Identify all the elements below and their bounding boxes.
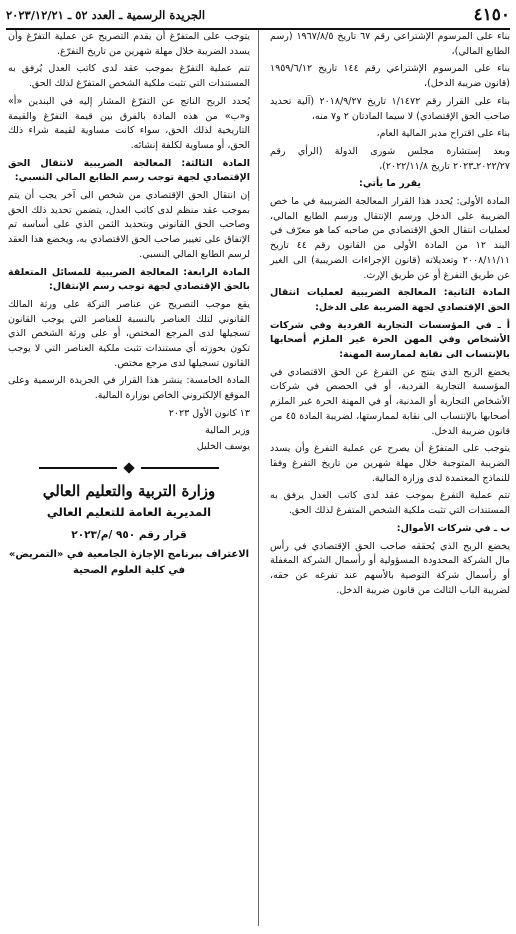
- section-separator: [8, 463, 250, 473]
- notary-contract: تتم عملية التفرّغ بموجب عقد لدى كاتب العدل يُرفق به المستندات التي تثبت ملكية الشخص المتفرّغ لذلك الحق.: [8, 63, 250, 90]
- article-2-section-b-heading: ب ـ في شركات الأموال:: [396, 522, 510, 534]
- article-4-text: يقع موجب التصريح عن عناصر التركة على ورثة المالك القانوني لتلك العناصر بالنسبة للعناصر التي يوجب القانون تسجيلها لدى المرجع المختص، أو على ورثة الشخص الذي تكون بحوزته أي مستندات تثبت ملكية العناصر التي لا يوجب القانون تسجيلها لدى مرجع مختص.: [8, 298, 250, 369]
- profit-determination: يُحدد الربح الناتج عن التفرّغ المشار إليه في البندين «أ» و«ب» من هذه المادة بالفرق بين قيمة التفرّغ والقيمة التاريخية لذلك الحق، سواء كانت مساوية لقيمة شراء ذلك الحق، أو مساوية لكلفة إنشائه.: [8, 95, 250, 151]
- left-column: [8, 30, 250, 579]
- page-header: [6, 4, 510, 30]
- gazette-issue-title: الجريدة الرسمية ـ العدد ٥٢ ـ ٢٠٢٣/١٢/٢١: [6, 8, 206, 22]
- article-2-section-b-text: يخضع الربح الذي يُحققه صاحب الحق الإقتصادي في رأس مال الشركة المحدودة المسؤولية أو رأسمال الشركة المغفلة أو رأسمال شركة التوصية بالأسهم عند تفرغه عن حقه، لضريبة الباب الثالث من قانون ضريبة الدخل.: [270, 540, 510, 596]
- article-1: المادة الأولى: يُحدد هذا القرار المعالجة الضريبية في ما خص الضريبة على الدخل ورسم الإنتقال ورسم الطابع المالي، لعمليات انتقال الحق الإقتصادي من صاحبه كما هو معرّف في البند ١٢ من المادة الأولى من القانون رقم ٤٤ تاريخ ٢٠٠٨/١١/١١ وتعديلاته (قانون الإجراءات الضريبية) الى الغير عن طريق التفرغ أو عن طريق الإرث.: [270, 196, 510, 281]
- preamble-decree-144: بناء على المرسوم الإشتراعي رقم ١٤٤ تاريخ ١٩٥٩/٦/١٢ (قانون ضريبة الدخل)،: [270, 63, 510, 90]
- declaration-deadline: يتوجب على المتفرّغ أن يقدم التصريح عن عملية التفرّغ وأن يسدد الضريبة خلال مهلة شهرين من تاريخ التفرّغ.: [8, 31, 250, 57]
- signoff-date: ١٣ كانون الأول ٢٠٢٣: [168, 407, 250, 419]
- preamble-state-council: وبعد إستشارة مجلس شورى الدولة (الرأي رقم ٢٠٢٢/٢٧ـ٢٠٢٣ تاريخ ٢٠٢٢/١١/٨)،: [270, 145, 510, 172]
- preamble-director-proposal: بناء على اقتراح مدير المالية العام،: [376, 128, 510, 140]
- signoff-block: [8, 407, 250, 455]
- article-3-text: إن انتقال الحق الإقتصادي من شخص الى آخر يجب أن يتم بموجب عقد منظم لدى كاتب العدل، يتضمن تحديد ذلك الحق وصاحب الحق القانوني وبتحديد الثمن الذي على أساسه تم الإتفاق على تغيير صاحب الحق الاقتصادي به، ويخضع هذا العقد لرسم الطابع المالي النسبي.: [8, 190, 250, 260]
- article-5: المادة الخامسة: ينشر هذا القرار في الجريدة الرسمية وعلى الموقع الإلكتروني الخاص بوزارة المالية.: [8, 375, 250, 402]
- article-2-section-a-heading: أ ـ في المؤسسات التجارية الفردية وفي شركات الأشخاص وفي المهن الحرة غير الملزم أصحابها بالإنتساب الى نقابة لممارسة المهنة:: [270, 319, 510, 361]
- article-2-notary: تتم عملية التفرغ بموجب عقد لدى كاتب العدل يرفق به المستندات التي تثبت ملكية الشخص المتفرغ لذلك الحق.: [270, 490, 510, 517]
- ministry-title: وزارة التربية والتعليم العالي: [42, 481, 216, 500]
- signoff-name: يوسف الخليل: [196, 441, 250, 453]
- preamble-decision-1472: بناء على القرار رقم ١/١٤٧٢ تاريخ ٢٠١٨/٩/٢٧ (آلية تحديد صاحب الحق الإقتصادي) لا سيما المادتان ٢ و٧ منه،: [270, 95, 510, 122]
- column-divider: [258, 30, 259, 926]
- article-2-heading: المادة الثانية: المعالجة الضريبية لعمليات انتقال الحق الإقتصادي لجهة الضريبة على الدخل:: [270, 287, 510, 313]
- article-3-heading: المادة الثالثة: المعالجة الضريبية لانتقال الحق الإقتصادي لجهة توجب رسم الطابع المالي النسبي:: [8, 157, 250, 184]
- decision-title: الاعتراف ببرنامج الإجازة الجامعية في «التمريض» في كلية العلوم الصحية: [8, 548, 250, 576]
- decision-number: قرار رقم ٩٥٠ /م/٢٠٢٣: [71, 528, 187, 541]
- article-2-section-a-text: يخضع الربح الذي ينتج عن التفرغ عن الحق الاقتصادي في المؤسسة التجارية الفردية، أو في الحصص في شركات الأشخاص التجارية أو المدنية، أو في المهنة الحرة غير الملزم أصحابها بالإنتساب الى نقابة لممارستها، لضريبة المادة ٤٥ من قانون ضريبة الدخل.: [270, 366, 510, 437]
- signoff-role: وزير المالية: [205, 424, 250, 436]
- decides-heading: يقرر ما يأتي:: [359, 178, 421, 190]
- page-number: ٤١٥٠: [473, 5, 510, 25]
- diamond-ornament-icon: [123, 462, 134, 473]
- right-column: [270, 30, 510, 601]
- article-2-declaration: يتوجب على المتفرّغ أن يصرح عن عملية التفرغ وأن يسدد الضريبة المتوجبة خلال مهلة شهرين من تاريخ التفرغ وفقا للنماذج المعتمدة لدى وزارة المالية.: [270, 443, 510, 484]
- directorate-title: المديرية العامة للتعليم العالي: [46, 504, 212, 519]
- article-4-heading: المادة الرابعة: المعالجة الضريبية للمسائل المتعلقة بالحق الإقتصادي لجهة توجب رسم الإنتقال:: [8, 266, 250, 293]
- preamble-decree-67: بناء على المرسوم الإشتراعي رقم ٦٧ تاريخ ١٩٦٧/٨/٥ (رسم الطابع المالي)،: [270, 31, 510, 57]
